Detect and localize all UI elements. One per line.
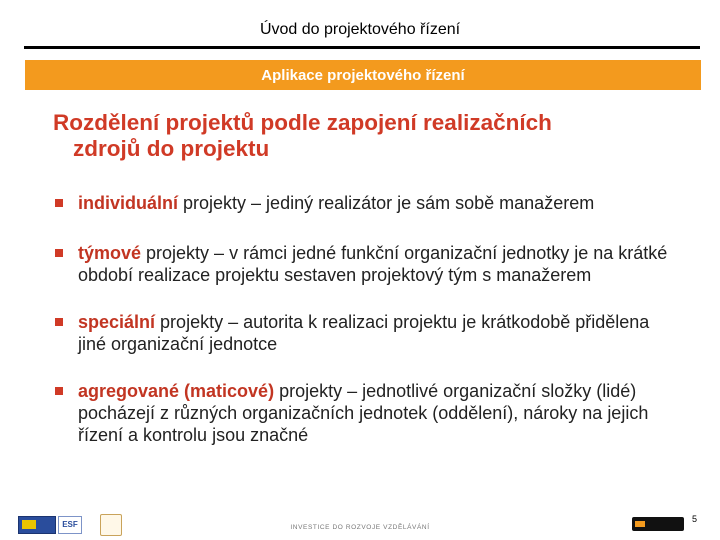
- footer: [0, 510, 720, 540]
- esf-logo: ESF: [58, 516, 82, 534]
- bullet-item: [53, 242, 673, 286]
- bullet-term: speciální: [78, 312, 156, 332]
- title-divider: [24, 46, 700, 49]
- bullet-term: individuální: [78, 193, 179, 213]
- school-logo: [632, 517, 684, 531]
- bullet-item: [53, 380, 673, 446]
- heading-line-2: zdrojů do projektu: [73, 136, 270, 161]
- bullet-item: [53, 192, 673, 214]
- footer-text: INVESTICE DO ROZVOJE VZDĚLÁVÁNÍ: [290, 524, 430, 531]
- page-number: 5: [692, 514, 698, 524]
- bullet-text: projekty – v rámci jedné funkční organizační jednotky je na krátké období realizace projektu sestaven projektový tým s manažerem: [78, 243, 668, 285]
- bullet-square-icon: [55, 199, 63, 207]
- bullet-square-icon: [55, 387, 63, 395]
- bullet-term: agregované (maticové): [78, 381, 275, 401]
- bullet-term: týmové: [78, 243, 142, 263]
- bullet-square-icon: [55, 249, 63, 257]
- bullet-square-icon: [55, 318, 63, 326]
- bullet-text: projekty – autorita k realizaci projektu je krátkodobě přidělena jiné organizační jednotce: [78, 312, 650, 354]
- bullet-text: projekty – jednotlivé organizační složky (lidé) pocházejí z různých organizačních jednotek (oddělení), nároky na jejich řízení a kontrolu jsou značné: [78, 381, 649, 445]
- heading-line-1: Rozdělení projektů podle zapojení realizačních: [53, 110, 552, 135]
- section-banner: Aplikace projektového řízení: [25, 60, 701, 90]
- page-title: Úvod do projektového řízení: [259, 21, 461, 38]
- bullet-item: [53, 311, 673, 355]
- slide-heading: [53, 110, 673, 162]
- bullet-text: projekty – jediný realizátor je sám sobě manažerem: [178, 193, 595, 213]
- bullet-list: [53, 190, 673, 446]
